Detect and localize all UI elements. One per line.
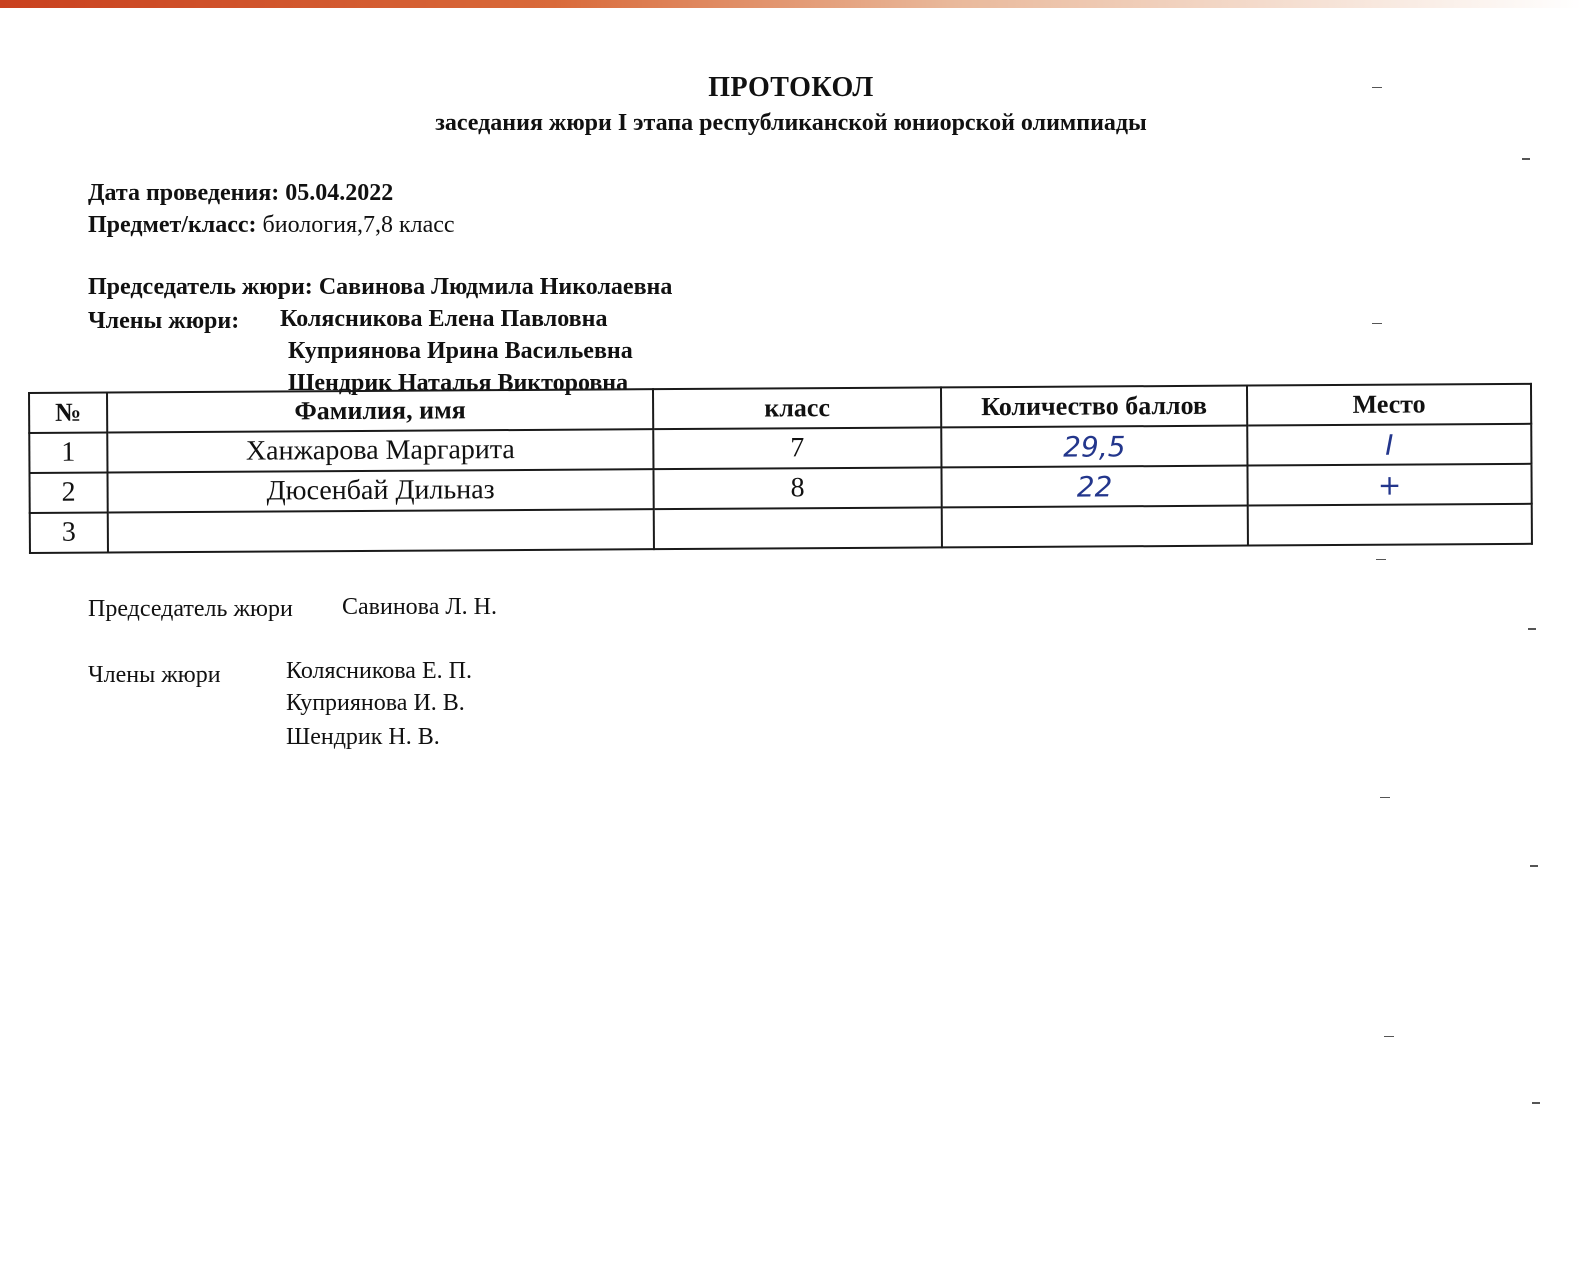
- cell-number: 1: [29, 433, 107, 473]
- signature-members-label: Члены жюри: [88, 662, 221, 688]
- table-row: [30, 504, 1532, 553]
- scan-mark: [1522, 158, 1530, 160]
- signature-member: Колясникова Е. П.: [286, 658, 472, 684]
- signature-chair-name: Савинова Л. Н.: [342, 594, 497, 620]
- signature-member: Куприянова И. В.: [286, 690, 465, 716]
- cell-grade: 8: [653, 467, 941, 509]
- scan-mark: [1532, 1102, 1540, 1104]
- cell-number: 2: [29, 473, 107, 513]
- header-score: Количество баллов: [941, 386, 1247, 428]
- signature-member: Шендрик Н. В.: [286, 724, 440, 750]
- cell-place-handwritten: +: [1247, 464, 1531, 506]
- header-name: Фамилия, имя: [107, 389, 653, 432]
- jury-member: Куприянова Ирина Васильевна: [288, 338, 633, 364]
- cell-grade: [654, 507, 942, 549]
- jury-member: Колясникова Елена Павловна: [280, 306, 608, 332]
- jury-chair-name: Савинова Людмила Николаевна: [318, 274, 673, 300]
- subject-line: [88, 212, 455, 239]
- subject-label: Предмет/класс:: [88, 212, 257, 238]
- scan-mark: [1530, 865, 1538, 867]
- subject-value: биология,7,8 класс: [262, 212, 455, 238]
- date-label: Дата проведения:: [88, 180, 280, 206]
- header-number: №: [29, 393, 107, 433]
- cell-name: Дюсенбай Дильназ: [107, 469, 653, 512]
- document-title: ПРОТОКОЛ: [708, 72, 874, 103]
- jury-members-label: Члены жюри:: [88, 308, 240, 334]
- jury-chair-line: [88, 274, 672, 301]
- cell-score-handwritten: 22: [941, 466, 1247, 508]
- signature-chair-label: Председатель жюри: [88, 596, 293, 622]
- cell-place: [1248, 504, 1532, 546]
- scan-mark: [1380, 797, 1390, 798]
- scan-edge-strip: [0, 0, 1582, 8]
- scan-mark: [1372, 87, 1382, 88]
- scan-mark: [1528, 628, 1536, 630]
- scan-mark: [1372, 323, 1382, 324]
- date-value: 05.04.2022: [285, 180, 394, 206]
- cell-place-handwritten: I: [1247, 424, 1531, 466]
- cell-number: 3: [30, 513, 108, 553]
- cell-name: [108, 509, 654, 552]
- header-place: Место: [1247, 384, 1531, 426]
- cell-score-handwritten: 29,5: [941, 426, 1247, 468]
- jury-chair-label: Председатель жюри:: [88, 274, 313, 300]
- cell-score: [942, 506, 1248, 548]
- scan-mark: [1384, 1036, 1394, 1037]
- results-table: [28, 383, 1533, 554]
- jury-member: Шендрик Наталья Викторовна: [288, 370, 629, 396]
- cell-name: Ханжарова Маргарита: [107, 429, 653, 472]
- document-subtitle: заседания жюри I этапа республиканской юниорской олимпиады: [435, 110, 1147, 136]
- scan-mark: [1376, 559, 1386, 560]
- cell-grade: 7: [653, 427, 941, 469]
- header-grade: класс: [653, 387, 941, 429]
- date-line: [88, 180, 393, 207]
